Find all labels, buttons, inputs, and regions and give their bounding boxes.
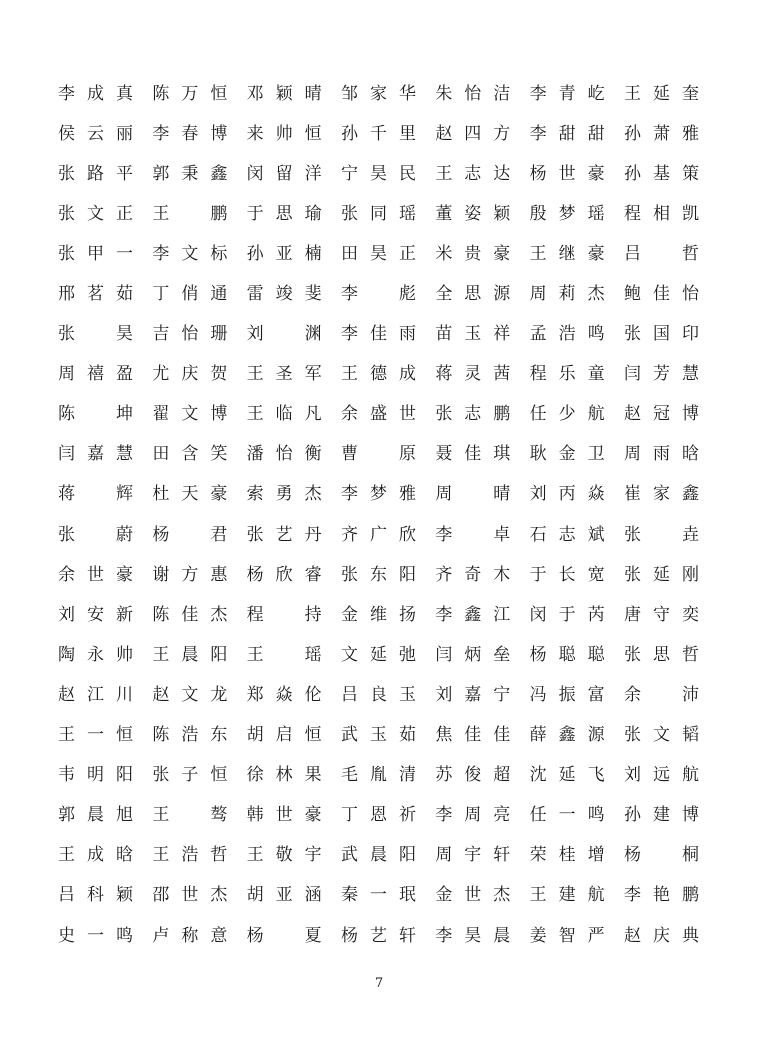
person-name: 张子恒	[152, 765, 229, 786]
person-name: 李周亮	[435, 805, 512, 826]
person-name: 侯云丽	[58, 123, 134, 144]
person-name: 王志达	[435, 163, 512, 184]
person-name: 余 沛	[623, 684, 700, 705]
name-row	[58, 796, 700, 836]
person-name: 闫炳垒	[435, 644, 512, 665]
person-name: 程 持	[246, 604, 323, 625]
person-name: 李甜甜	[529, 123, 606, 144]
person-name: 武晨阳	[340, 845, 417, 866]
person-name: 李艳鹏	[623, 885, 700, 906]
person-name: 王 骜	[152, 805, 229, 826]
name-row	[58, 876, 700, 916]
person-name: 王成晗	[58, 845, 134, 866]
person-name: 刘安新	[58, 604, 134, 625]
person-name: 来帅恒	[246, 123, 323, 144]
person-name: 李文标	[152, 243, 229, 264]
person-name: 于思瑜	[246, 203, 323, 224]
person-name: 张甲一	[58, 243, 134, 264]
name-row	[58, 555, 700, 595]
person-name: 邹家华	[340, 83, 417, 104]
person-name: 焦佳佳	[435, 725, 512, 746]
person-name: 赵冠博	[623, 404, 700, 425]
name-row	[58, 716, 700, 756]
person-name: 鲍佳怡	[623, 284, 700, 305]
person-name: 赵文龙	[152, 684, 229, 705]
person-name: 孙亚楠	[246, 243, 323, 264]
person-name: 尤庆贺	[152, 364, 229, 385]
person-name: 王 瑶	[246, 644, 323, 665]
person-name: 齐广欣	[340, 524, 417, 545]
person-name: 程乐童	[529, 364, 606, 385]
person-name: 郭秉鑫	[152, 163, 229, 184]
person-name: 谢方惠	[152, 564, 229, 585]
person-name: 王浩哲	[152, 845, 229, 866]
person-name: 蒋 辉	[58, 484, 134, 505]
person-name: 张路平	[58, 163, 134, 184]
person-name: 陶永帅	[58, 644, 134, 665]
person-name: 杨艺轩	[340, 925, 417, 946]
name-row	[58, 74, 700, 114]
person-name: 韦明阳	[58, 765, 134, 786]
person-name: 金维扬	[340, 604, 417, 625]
person-name: 秦一珉	[340, 885, 417, 906]
person-name: 宁昊民	[340, 163, 417, 184]
person-name: 刘丙焱	[529, 484, 606, 505]
person-name: 闫嘉慧	[58, 444, 134, 465]
person-name: 郑焱伦	[246, 684, 323, 705]
person-name: 赵江川	[58, 684, 134, 705]
name-row	[58, 635, 700, 675]
person-name: 余世豪	[58, 564, 134, 585]
name-row	[58, 916, 700, 956]
person-name: 吕良玉	[340, 684, 417, 705]
person-name: 崔家鑫	[623, 484, 700, 505]
person-name: 武玉茹	[340, 725, 417, 746]
name-row	[58, 234, 700, 274]
person-name: 周 晴	[435, 484, 512, 505]
person-name: 苗玉祥	[435, 324, 512, 345]
person-name: 陈 坤	[58, 404, 134, 425]
person-name: 王继豪	[529, 243, 606, 264]
person-name: 姜智严	[529, 925, 606, 946]
person-name: 孙建博	[623, 805, 700, 826]
person-name: 殷梦瑶	[529, 203, 606, 224]
name-row	[58, 355, 700, 395]
person-name: 聂佳琪	[435, 444, 512, 465]
person-name: 王延奎	[623, 83, 700, 104]
person-name: 毛胤清	[340, 765, 417, 786]
person-name: 邢茗茹	[58, 284, 134, 305]
person-name: 陈万恒	[152, 83, 229, 104]
person-name: 董姿颖	[435, 203, 512, 224]
person-name: 田昊正	[340, 243, 417, 264]
person-name: 石志斌	[529, 524, 606, 545]
person-name: 邵世杰	[152, 885, 229, 906]
person-name: 杨 君	[152, 524, 229, 545]
person-name: 杨 夏	[246, 925, 323, 946]
person-name: 陈浩东	[152, 725, 229, 746]
name-row	[58, 114, 700, 154]
person-name: 王一恒	[58, 725, 134, 746]
person-name: 刘远航	[623, 765, 700, 786]
name-row	[58, 515, 700, 555]
person-name: 吕科颖	[58, 885, 134, 906]
person-name: 苏俊超	[435, 765, 512, 786]
person-name: 杜天豪	[152, 484, 229, 505]
person-name: 王敬宇	[246, 845, 323, 866]
person-name: 余盛世	[340, 404, 417, 425]
person-name: 沈延飞	[529, 765, 606, 786]
person-name: 米贵豪	[435, 243, 512, 264]
person-name: 王建航	[529, 885, 606, 906]
person-name: 周莉杰	[529, 284, 606, 305]
name-row	[58, 756, 700, 796]
person-name: 孙基策	[623, 163, 700, 184]
person-name: 胡启恒	[246, 725, 323, 746]
person-name: 张国印	[623, 324, 700, 345]
name-row	[58, 675, 700, 715]
name-row	[58, 315, 700, 355]
person-name: 赵庆典	[623, 925, 700, 946]
person-name: 朱怡洁	[435, 83, 512, 104]
person-name: 张艺丹	[246, 524, 323, 545]
person-name: 胡亚涵	[246, 885, 323, 906]
person-name: 王德成	[340, 364, 417, 385]
person-name: 冯振富	[529, 684, 606, 705]
person-name: 荣桂增	[529, 845, 606, 866]
person-name: 雷竣斐	[246, 284, 323, 305]
person-name: 薛鑫源	[529, 725, 606, 746]
person-name: 张文正	[58, 203, 134, 224]
person-name: 李成真	[58, 83, 134, 104]
person-name: 蒋灵茜	[435, 364, 512, 385]
person-name: 史一鸣	[58, 925, 134, 946]
person-name: 杨世豪	[529, 163, 606, 184]
person-name: 徐林果	[246, 765, 323, 786]
name-row	[58, 475, 700, 515]
person-name: 李梦雅	[340, 484, 417, 505]
person-name: 李青屹	[529, 83, 606, 104]
person-name: 田含笑	[152, 444, 229, 465]
person-name: 任少航	[529, 404, 606, 425]
person-name: 文延弛	[340, 644, 417, 665]
person-name: 于长宽	[529, 564, 606, 585]
person-name: 李鑫江	[435, 604, 512, 625]
person-name: 周宇轩	[435, 845, 512, 866]
person-name: 张 垚	[623, 524, 700, 545]
person-name: 韩世豪	[246, 805, 323, 826]
name-row	[58, 595, 700, 635]
person-name: 张文韬	[623, 725, 700, 746]
name-row	[58, 395, 700, 435]
name-row	[58, 836, 700, 876]
person-name: 曹 原	[340, 444, 417, 465]
name-row	[58, 435, 700, 475]
person-name: 刘嘉宁	[435, 684, 512, 705]
person-name: 赵四方	[435, 123, 512, 144]
person-name: 张 昊	[58, 324, 134, 345]
person-name: 王圣军	[246, 364, 323, 385]
person-name: 索勇杰	[246, 484, 323, 505]
person-name: 程相凯	[623, 203, 700, 224]
person-name: 王晨阳	[152, 644, 229, 665]
person-name: 陈佳杰	[152, 604, 229, 625]
person-name: 孙萧雅	[623, 123, 700, 144]
name-row	[58, 194, 700, 234]
person-name: 杨 桐	[623, 845, 700, 866]
person-name: 卢称意	[152, 925, 229, 946]
person-name: 潘怡衡	[246, 444, 323, 465]
person-name: 吕 哲	[623, 243, 700, 264]
person-name: 李昊晨	[435, 925, 512, 946]
person-name: 耿金卫	[529, 444, 606, 465]
person-name: 金世杰	[435, 885, 512, 906]
person-name: 张同瑶	[340, 203, 417, 224]
person-name: 吉怡珊	[152, 324, 229, 345]
person-name: 李佳雨	[340, 324, 417, 345]
name-grid	[58, 74, 700, 956]
person-name: 张志鹏	[435, 404, 512, 425]
person-name: 丁恩祈	[340, 805, 417, 826]
person-name: 邓颖晴	[246, 83, 323, 104]
person-name: 翟文博	[152, 404, 229, 425]
person-name: 李 卓	[435, 524, 512, 545]
person-name: 任一鸣	[529, 805, 606, 826]
person-name: 郭晨旭	[58, 805, 134, 826]
name-row	[58, 274, 700, 314]
person-name: 李 彪	[340, 284, 417, 305]
person-name: 全思源	[435, 284, 512, 305]
person-name: 张延刚	[623, 564, 700, 585]
person-name: 张思哲	[623, 644, 700, 665]
person-name: 闵留洋	[246, 163, 323, 184]
person-name: 闫芳慧	[623, 364, 700, 385]
person-name: 王临凡	[246, 404, 323, 425]
person-name: 周雨晗	[623, 444, 700, 465]
person-name: 张 蔚	[58, 524, 134, 545]
person-name: 刘 渊	[246, 324, 323, 345]
person-name: 孙千里	[340, 123, 417, 144]
person-name: 闵于芮	[529, 604, 606, 625]
person-name: 丁俏通	[152, 284, 229, 305]
person-name: 唐守奕	[623, 604, 700, 625]
name-row	[58, 154, 700, 194]
person-name: 张东阳	[340, 564, 417, 585]
person-name: 周禧盈	[58, 364, 134, 385]
page-number: 7	[374, 976, 384, 991]
person-name: 李春博	[152, 123, 229, 144]
person-name: 孟浩鸣	[529, 324, 606, 345]
person-name: 杨欣睿	[246, 564, 323, 585]
person-name: 杨聪聪	[529, 644, 606, 665]
person-name: 王 鹏	[152, 203, 229, 224]
person-name: 齐奇木	[435, 564, 512, 585]
